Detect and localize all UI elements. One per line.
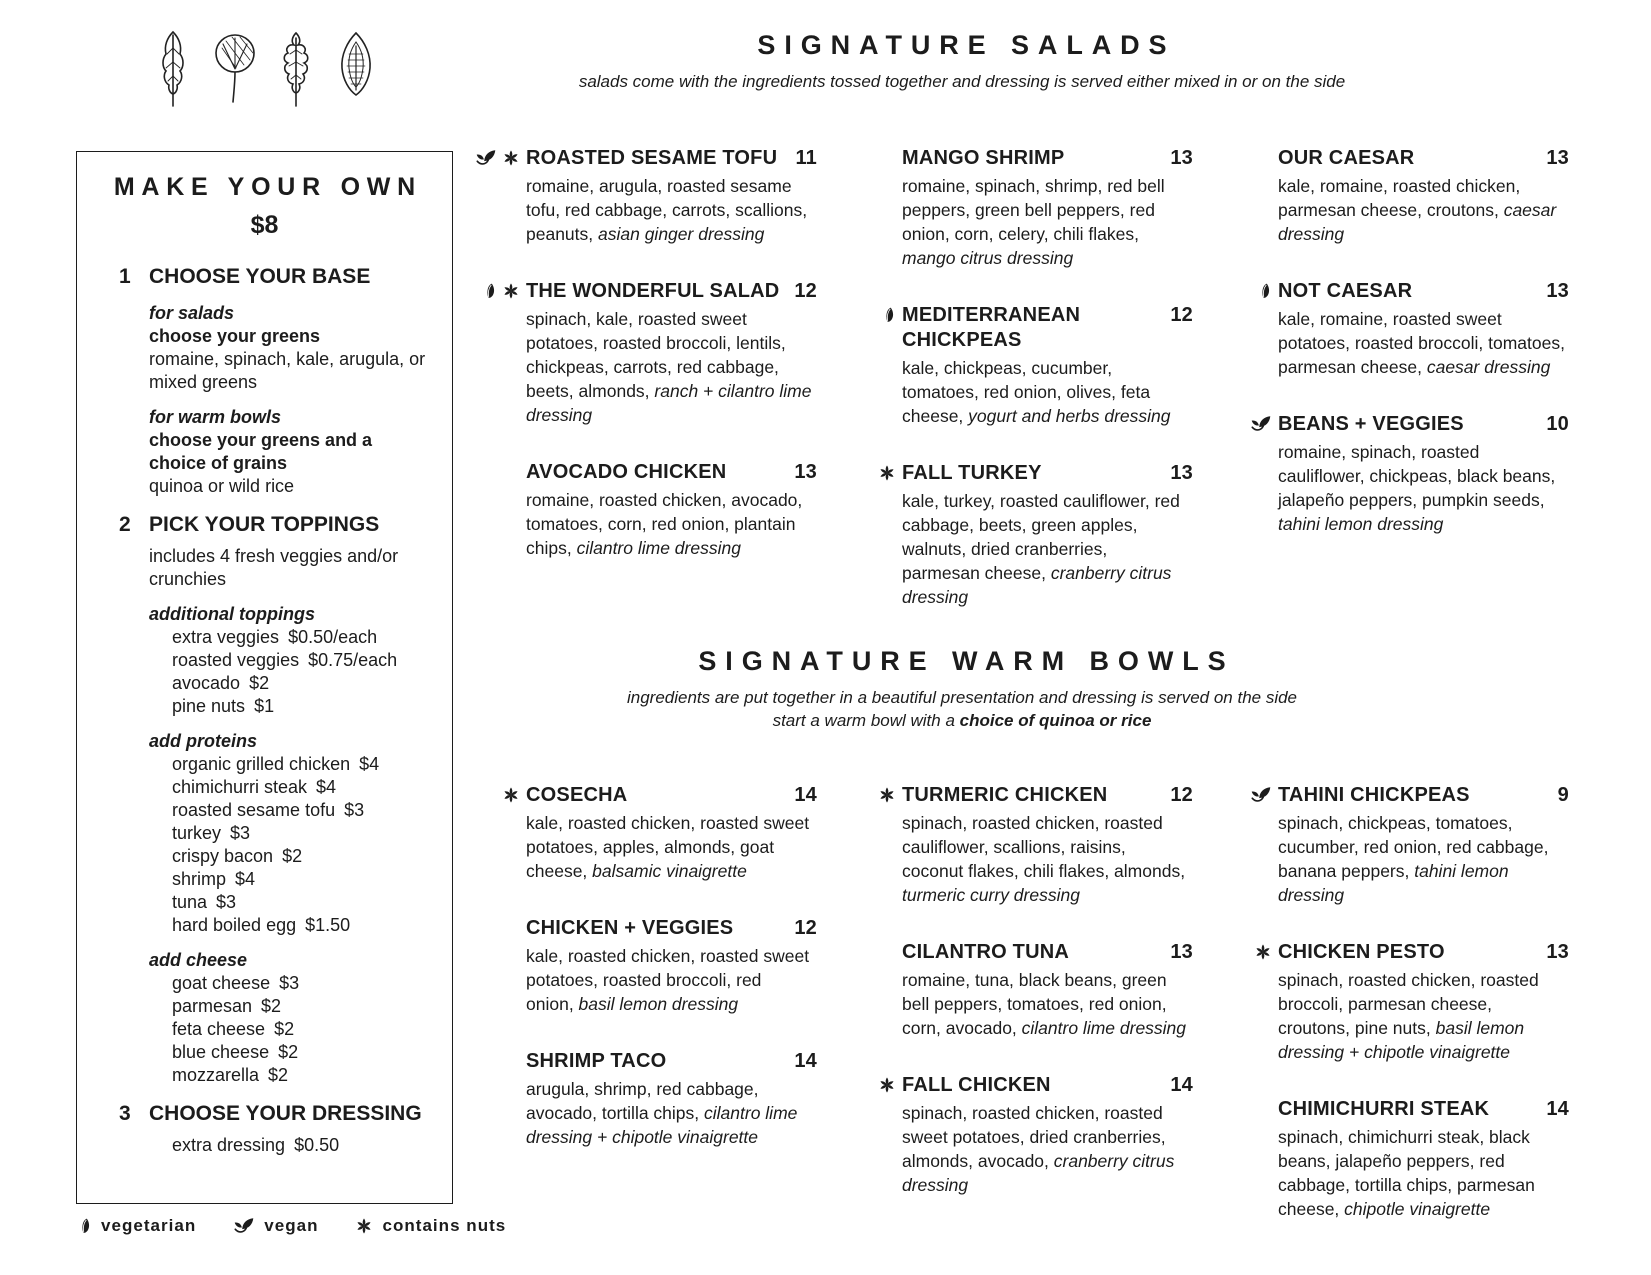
legend-label: contains nuts bbox=[382, 1216, 507, 1235]
menu-item-description: kale, romaine, roasted sweet potatoes, roasted broccoli, tomatoes, parmesan cheese, caesar dressing bbox=[1278, 309, 1565, 377]
step-body bbox=[149, 302, 434, 498]
option-price: $3 bbox=[279, 973, 300, 993]
bowls-subtitle-line1: ingredients are put together in a beautiful presentation and dressing is served on the side bbox=[626, 688, 1298, 707]
menu-item-price: 13 bbox=[1546, 941, 1569, 963]
vegetarian-icon bbox=[1257, 283, 1271, 299]
option-name: hard boiled egg bbox=[172, 915, 297, 935]
menu-item-description: romaine, arugula, roasted sesame tofu, red cabbage, carrots, scallions, peanuts, asian ginger dressing bbox=[526, 176, 808, 244]
option-group-label: add cheese bbox=[149, 950, 248, 970]
option-name: tuna bbox=[172, 892, 208, 912]
menu-item-name: FALL TURKEY bbox=[902, 462, 1042, 484]
option-group bbox=[149, 406, 434, 498]
step-title: CHOOSE YOUR DRESSING bbox=[149, 1102, 422, 1125]
vegetarian-icon bbox=[77, 1218, 91, 1234]
text-line: quinoa or wild rice bbox=[149, 476, 295, 496]
option-price: $4 bbox=[359, 754, 380, 774]
step-header bbox=[77, 511, 452, 538]
menu-item-price: 11 bbox=[795, 147, 817, 169]
menu-item-header bbox=[1278, 783, 1569, 808]
menu-item-name: CILANTRO TUNA bbox=[902, 941, 1070, 963]
menu-item-name: MANGO SHRIMP bbox=[902, 147, 1065, 169]
dressing-name: chipotle vinaigrette bbox=[1344, 1199, 1491, 1219]
menu-item-header bbox=[902, 783, 1193, 808]
bowls-section-header bbox=[462, 646, 1462, 731]
dressing-name: tahini lemon dressing bbox=[1278, 861, 1509, 905]
dressing-name: tahini lemon dressing bbox=[1278, 514, 1444, 534]
option-row bbox=[172, 972, 434, 995]
dressing-name: cilantro lime dressing bbox=[576, 538, 741, 558]
menu-item-description: spinach, roasted chicken, roasted broccoli, parmesan cheese, croutons, pine nuts, basil lemon dressing + chipotle vinaigrette bbox=[1278, 970, 1539, 1062]
menu-item-price: 14 bbox=[1546, 1098, 1569, 1120]
bowl-item bbox=[526, 1049, 817, 1149]
option-row bbox=[172, 626, 434, 649]
dietary-icons bbox=[476, 150, 519, 166]
dressing-name: cranberry citrus dressing bbox=[902, 563, 1172, 607]
vegetarian-icon bbox=[482, 283, 496, 299]
salad-item bbox=[526, 460, 817, 560]
option-name: chimichurri steak bbox=[172, 777, 308, 797]
salad-item bbox=[902, 146, 1193, 270]
menu-item-header bbox=[902, 940, 1193, 965]
dressing-name: caesar dressing bbox=[1426, 357, 1551, 377]
step-number: 3 bbox=[119, 1102, 131, 1125]
menu-item-price: 12 bbox=[1170, 784, 1193, 806]
option-price: $0.50/each bbox=[288, 627, 378, 647]
make-your-own-title: MAKE YOUR OWN bbox=[113, 173, 422, 201]
make-your-own-price: $8 bbox=[250, 211, 279, 239]
option-name: roasted sesame tofu bbox=[172, 800, 336, 820]
option-price: $3 bbox=[230, 823, 251, 843]
menu-item-header bbox=[526, 460, 817, 485]
dressing-name: cranberry citrus dressing bbox=[902, 1151, 1175, 1195]
menu-item-header bbox=[1278, 279, 1569, 304]
menu-item-name: MEDITERRANEAN CHICKPEAS bbox=[902, 304, 1081, 351]
option-row bbox=[172, 1018, 434, 1041]
menu-item-description: romaine, roasted chicken, avocado, tomatoes, corn, red onion, plantain chips, cilantro lime dressing bbox=[526, 490, 803, 558]
option-group bbox=[149, 730, 434, 937]
menu-item-name: TAHINI CHICKPEAS bbox=[1278, 784, 1470, 806]
step-body bbox=[149, 1134, 434, 1157]
myo-step-1 bbox=[77, 263, 452, 498]
dietary-icons bbox=[1257, 283, 1271, 299]
menu-item-price: 13 bbox=[794, 461, 817, 483]
salad-item bbox=[902, 303, 1193, 428]
dietary-icons bbox=[503, 787, 519, 803]
legend-item-nuts bbox=[356, 1216, 506, 1236]
kale-leaf-icon bbox=[274, 30, 318, 110]
salad-column-2 bbox=[902, 146, 1193, 642]
salad-column-3 bbox=[1278, 146, 1569, 642]
menu-item-header bbox=[1278, 1097, 1569, 1122]
menu-item-header bbox=[526, 1049, 817, 1074]
menu-item-description: kale, roasted chicken, roasted sweet potatoes, apples, almonds, goat cheese, balsamic vinaigrette bbox=[526, 813, 810, 881]
option-price: $2 bbox=[282, 846, 303, 866]
menu-item-price: 13 bbox=[1546, 147, 1569, 169]
dietary-icons bbox=[879, 787, 895, 803]
option-price: $0.50 bbox=[294, 1135, 340, 1155]
bowls-subtitle-line2-prefix: start a warm bowl with a bbox=[772, 711, 960, 730]
menu-item-description: romaine, tuna, black beans, green bell peppers, tomatoes, red onion, corn, avocado, cilantro lime dressing bbox=[902, 970, 1187, 1038]
bowls-subtitle-line2 bbox=[462, 711, 1462, 731]
option-price: $4 bbox=[235, 869, 256, 889]
salad-column-1 bbox=[526, 146, 817, 642]
bowl-column-3 bbox=[1278, 783, 1569, 1254]
option-price: $1.50 bbox=[305, 915, 351, 935]
salad-item bbox=[526, 146, 817, 246]
option-group-label: additional toppings bbox=[149, 604, 315, 624]
option-name: shrimp bbox=[172, 869, 227, 889]
step-header bbox=[77, 1100, 452, 1127]
romaine-leaf-icon bbox=[332, 30, 380, 110]
menu-item-header bbox=[902, 1073, 1193, 1098]
menu-item-name: OUR CAESAR bbox=[1278, 147, 1415, 169]
dressing-name: turmeric curry dressing bbox=[902, 885, 1080, 905]
menu-item-price: 12 bbox=[1170, 304, 1193, 326]
menu-item-description: spinach, chimichurri steak, black beans, jalapeño peppers, red cabbage, tortilla chips, parmesan cheese, chipotle vinaigrette bbox=[1278, 1127, 1535, 1219]
option-name: turkey bbox=[172, 823, 222, 843]
dietary-icons bbox=[482, 283, 519, 299]
menu-item-name: CHIMICHURRI STEAK bbox=[1278, 1098, 1490, 1120]
emphasis-line: choose your greens and a choice of grains bbox=[149, 430, 373, 473]
bowl-item bbox=[1278, 940, 1569, 1064]
menu-item-description: kale, romaine, roasted chicken, parmesan cheese, croutons, caesar dressing bbox=[1278, 176, 1557, 244]
bowls-subtitle-line2-bold: choice of quinoa or rice bbox=[959, 711, 1152, 730]
option-row bbox=[172, 995, 434, 1018]
dietary-icons bbox=[1251, 787, 1271, 803]
dressing-name: balsamic vinaigrette bbox=[592, 861, 747, 881]
option-row bbox=[172, 822, 434, 845]
option-price: $2 bbox=[274, 1019, 295, 1039]
bowl-item bbox=[902, 940, 1193, 1040]
menu-item-price: 14 bbox=[1170, 1074, 1193, 1096]
menu-item-header bbox=[902, 146, 1193, 171]
vegan-icon bbox=[234, 1218, 254, 1234]
dressing-name: basil lemon dressing + chipotle vinaigrette bbox=[1278, 1018, 1525, 1062]
option-row bbox=[172, 1041, 434, 1064]
nuts-icon bbox=[503, 150, 519, 166]
make-your-own-panel bbox=[76, 151, 453, 1204]
option-group bbox=[149, 603, 434, 718]
option-group-label: for salads bbox=[149, 303, 235, 323]
menu-item-header bbox=[902, 461, 1193, 486]
step-body bbox=[149, 545, 434, 1087]
nuts-icon bbox=[879, 1077, 895, 1093]
option-price: $3 bbox=[216, 892, 237, 912]
step-header bbox=[77, 263, 452, 290]
step-number: 2 bbox=[119, 513, 131, 536]
spinach-leaf-icon bbox=[210, 32, 260, 110]
dietary-icons bbox=[1255, 944, 1271, 960]
bowl-item bbox=[902, 783, 1193, 907]
salad-item bbox=[1278, 279, 1569, 379]
nuts-icon bbox=[503, 787, 519, 803]
option-name: blue cheese bbox=[172, 1042, 270, 1062]
dietary-icons bbox=[1251, 416, 1271, 432]
menu-item-price: 10 bbox=[1546, 413, 1569, 435]
text-line: romaine, spinach, kale, arugula, or mixed greens bbox=[149, 349, 426, 392]
myo-step-3 bbox=[77, 1100, 452, 1157]
bowl-item bbox=[1278, 783, 1569, 907]
option-name: extra dressing bbox=[172, 1135, 286, 1155]
bowl-item bbox=[526, 783, 817, 883]
option-name: crispy bacon bbox=[172, 846, 274, 866]
option-name: avocado bbox=[172, 673, 241, 693]
vegan-icon bbox=[476, 150, 496, 166]
option-row bbox=[172, 799, 434, 822]
menu-item-name: BEANS + VEGGIES bbox=[1278, 413, 1464, 435]
menu-item-header bbox=[1278, 146, 1569, 171]
menu-item-description: kale, turkey, roasted cauliflower, red cabbage, beets, green apples, walnuts, dried cranberries, parmesan cheese, cranberry citrus dressing bbox=[902, 491, 1180, 607]
myo-step-2 bbox=[77, 511, 452, 1087]
option-row bbox=[172, 868, 434, 891]
option-row bbox=[172, 672, 434, 695]
salad-item bbox=[902, 461, 1193, 609]
dressing-name: basil lemon dressing bbox=[578, 994, 739, 1014]
menu-item-header bbox=[526, 783, 817, 808]
option-price: $2 bbox=[278, 1042, 299, 1062]
dressing-name: cilantro lime dressing bbox=[1021, 1018, 1187, 1038]
option-price: $1 bbox=[254, 696, 275, 716]
menu-item-description: romaine, spinach, shrimp, red bell peppers, green bell peppers, red onion, corn, celery, chili flakes, mango citrus dressing bbox=[902, 176, 1165, 268]
menu-item-description: romaine, spinach, roasted cauliflower, chickpeas, black beans, jalapeño peppers, pumpkin seeds, tahini lemon dressing bbox=[1278, 442, 1556, 534]
dressing-name: ranch + cilantro lime dressing bbox=[526, 381, 812, 425]
menu-item-header bbox=[902, 303, 1193, 353]
option-name: goat cheese bbox=[172, 973, 271, 993]
option-row bbox=[172, 695, 434, 718]
menu-item-description: spinach, chickpeas, tomatoes, cucumber, red onion, red cabbage, banana peppers, tahini lemon dressing bbox=[1278, 813, 1549, 905]
legend-item-vegetarian bbox=[77, 1216, 196, 1236]
vegan-icon bbox=[1251, 416, 1271, 432]
option-price: $2 bbox=[261, 996, 282, 1016]
menu-item-description: kale, roasted chicken, roasted sweet potatoes, roasted broccoli, red onion, basil lemon dressing bbox=[526, 946, 810, 1014]
dressing-name: cilantro lime dressing + chipotle vinaigrette bbox=[526, 1103, 798, 1147]
option-name: roasted veggies bbox=[172, 650, 300, 670]
menu-item-price: 13 bbox=[1170, 941, 1193, 963]
bowls-title: SIGNATURE WARM BOWLS bbox=[698, 646, 1235, 676]
option-row bbox=[172, 891, 434, 914]
nuts-icon bbox=[356, 1218, 372, 1234]
option-row bbox=[172, 845, 434, 868]
option-price: $2 bbox=[249, 673, 270, 693]
option-row bbox=[172, 914, 434, 937]
nuts-icon bbox=[1255, 944, 1271, 960]
step-number: 1 bbox=[119, 265, 131, 288]
menu-item-description: arugula, shrimp, red cabbage, avocado, tortilla chips, cilantro lime dressing + chipotle vinaigrette bbox=[526, 1079, 798, 1147]
salads-subtitle: salads come with the ingredients tossed together and dressing is served either mixed in or on the side bbox=[578, 72, 1346, 91]
menu-item-price: 13 bbox=[1546, 280, 1569, 302]
option-row bbox=[172, 1134, 434, 1157]
legend bbox=[77, 1216, 506, 1236]
option-row bbox=[172, 649, 434, 672]
menu-item-price: 13 bbox=[1170, 462, 1193, 484]
option-name: mozzarella bbox=[172, 1065, 260, 1085]
salad-item bbox=[526, 279, 817, 427]
option-name: pine nuts bbox=[172, 696, 246, 716]
menu-item-header bbox=[526, 916, 817, 941]
option-row bbox=[172, 1064, 434, 1087]
menu-item-price: 12 bbox=[794, 917, 817, 939]
arugula-leaf-icon bbox=[150, 28, 196, 110]
menu-item-description: spinach, roasted chicken, roasted cauliflower, scallions, raisins, coconut flakes, chili flakes, almonds, turmeric curry dressing bbox=[902, 813, 1186, 905]
option-group bbox=[149, 949, 434, 1087]
nuts-icon bbox=[503, 283, 519, 299]
dressing-name: mango citrus dressing bbox=[902, 248, 1074, 268]
option-group bbox=[149, 302, 434, 394]
dressing-name: asian ginger dressing bbox=[598, 224, 765, 244]
bowl-item bbox=[902, 1073, 1193, 1197]
bowl-column-1 bbox=[526, 783, 817, 1254]
dressing-name: yogurt and herbs dressing bbox=[968, 406, 1171, 426]
dietary-icons bbox=[879, 465, 895, 481]
menu-item-name: TURMERIC CHICKEN bbox=[902, 784, 1108, 806]
menu-item-price: 9 bbox=[1557, 784, 1569, 806]
myo-steps bbox=[77, 263, 452, 1157]
bowl-column-2 bbox=[902, 783, 1193, 1254]
option-price: $0.75/each bbox=[308, 650, 398, 670]
header-leaves bbox=[150, 28, 380, 110]
legend-label: vegan bbox=[264, 1216, 319, 1235]
menu-item-name: COSECHA bbox=[526, 784, 628, 806]
dietary-icons bbox=[879, 1077, 895, 1093]
option-group-label: add proteins bbox=[149, 731, 258, 751]
legend-item-vegan bbox=[234, 1216, 318, 1236]
option-row bbox=[172, 753, 434, 776]
emphasis-line: choose your greens bbox=[149, 326, 321, 346]
menu-item-price: 12 bbox=[794, 280, 817, 302]
menu-item-price: 13 bbox=[1170, 147, 1193, 169]
nuts-icon bbox=[879, 787, 895, 803]
menu-item-description: kale, chickpeas, cucumber, tomatoes, red onion, olives, feta cheese, yogurt and herbs dressing bbox=[902, 358, 1171, 426]
menu-item-header bbox=[1278, 940, 1569, 965]
vegan-icon bbox=[1251, 787, 1271, 803]
option-name: extra veggies bbox=[172, 627, 280, 647]
vegetarian-icon bbox=[881, 307, 895, 323]
menu-item-header bbox=[526, 146, 817, 171]
option-price: $4 bbox=[316, 777, 337, 797]
option-name: organic grilled chicken bbox=[172, 754, 351, 774]
menu-item-name: ROASTED SESAME TOFU bbox=[526, 147, 778, 169]
dressing-name: caesar dressing bbox=[1278, 200, 1557, 244]
menu-item-name: THE WONDERFUL SALAD bbox=[526, 280, 780, 302]
option-name: feta cheese bbox=[172, 1019, 266, 1039]
salads-title: SIGNATURE SALADS bbox=[757, 30, 1176, 60]
step-intro: includes 4 fresh veggies and/or crunchies bbox=[149, 546, 399, 589]
option-group-label: for warm bowls bbox=[149, 407, 282, 427]
salads-section-header bbox=[462, 30, 1462, 92]
menu-item-price: 14 bbox=[794, 784, 817, 806]
salads-grid bbox=[526, 146, 1569, 642]
option-price: $2 bbox=[268, 1065, 289, 1085]
dietary-icons bbox=[881, 307, 895, 323]
legend-label: vegetarian bbox=[101, 1216, 197, 1235]
menu-item-name: FALL CHICKEN bbox=[902, 1074, 1051, 1096]
menu-item-name: AVOCADO CHICKEN bbox=[526, 461, 727, 483]
menu-item-name: CHICKEN PESTO bbox=[1278, 941, 1445, 963]
option-name: parmesan bbox=[172, 996, 253, 1016]
bowl-item bbox=[1278, 1097, 1569, 1221]
option-price: $3 bbox=[344, 800, 365, 820]
menu-item-price: 14 bbox=[794, 1050, 817, 1072]
menu-item-name: CHICKEN + VEGGIES bbox=[526, 917, 734, 939]
menu-item-name: SHRIMP TACO bbox=[526, 1050, 667, 1072]
menu-item-description: spinach, kale, roasted sweet potatoes, roasted broccoli, lentils, chickpeas, carrots, red cabbage, beets, almonds, ranch + cilantro lime dressing bbox=[526, 309, 812, 425]
salad-item bbox=[1278, 412, 1569, 536]
nuts-icon bbox=[879, 465, 895, 481]
step-title: PICK YOUR TOPPINGS bbox=[149, 513, 380, 536]
menu-item-header bbox=[526, 279, 817, 304]
salad-item bbox=[1278, 146, 1569, 246]
bowl-item bbox=[526, 916, 817, 1016]
menu-item-name: NOT CAESAR bbox=[1278, 280, 1413, 302]
menu-item-header bbox=[1278, 412, 1569, 437]
bowls-grid bbox=[526, 783, 1569, 1254]
menu-item-description: spinach, roasted chicken, roasted sweet potatoes, dried cranberries, almonds, avocado, cranberry citrus dressing bbox=[902, 1103, 1175, 1195]
option-row bbox=[172, 776, 434, 799]
step-title: CHOOSE YOUR BASE bbox=[149, 265, 371, 288]
